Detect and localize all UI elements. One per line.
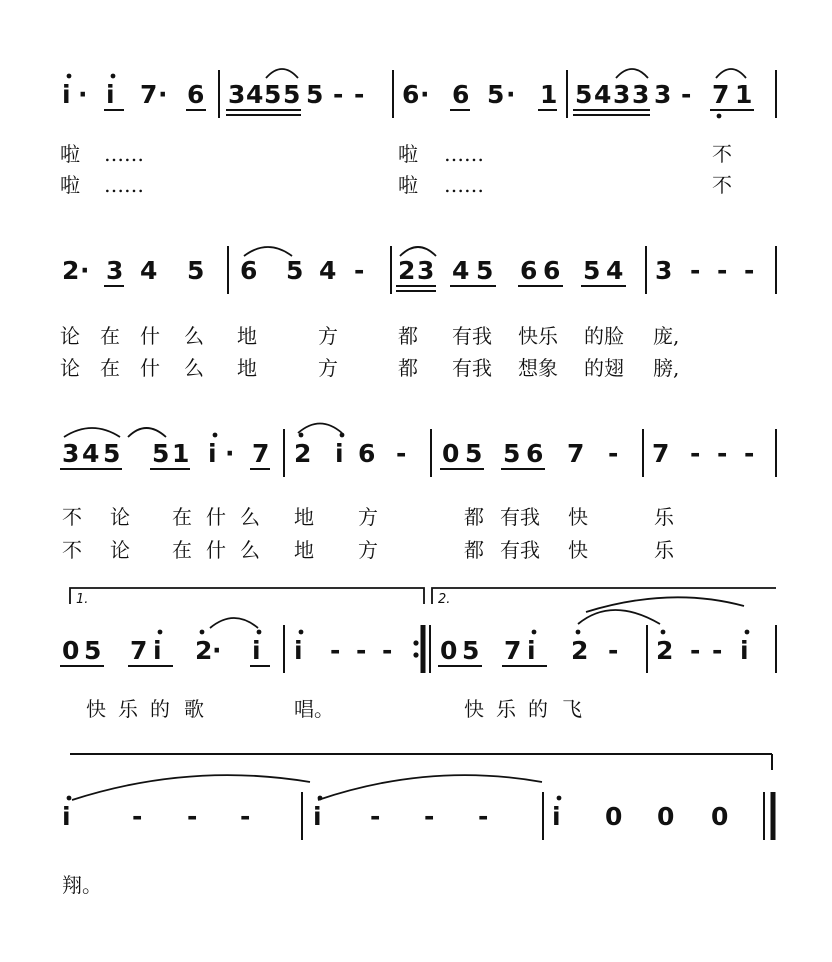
note: 7 — [652, 439, 670, 468]
lyric: 快 — [568, 538, 588, 562]
note: 6 — [543, 256, 561, 285]
score-line-2 — [60, 246, 776, 380]
dash: - — [712, 636, 723, 665]
lyric: 地 — [237, 356, 257, 380]
lyric: 啦 — [60, 173, 80, 197]
note: 5 — [487, 80, 505, 109]
note: i — [208, 439, 217, 468]
note: 0 — [442, 439, 460, 468]
lyric: …… — [104, 142, 144, 166]
note: 6 — [358, 439, 376, 468]
note: 5 — [503, 439, 521, 468]
note: 4 — [140, 256, 158, 285]
first-ending-bracket — [70, 588, 424, 604]
lyric: 论 — [60, 356, 80, 380]
lyric: 不 — [62, 505, 82, 529]
lyric: 方 — [318, 324, 338, 348]
note: 2 — [62, 256, 80, 285]
note: 1 — [735, 80, 753, 109]
second-ending-label: 2. — [438, 592, 451, 607]
lyric: 在 — [100, 356, 120, 380]
dash: - — [744, 439, 755, 468]
note: i — [252, 636, 261, 665]
note: 5 — [283, 80, 301, 109]
note: 4 — [82, 439, 100, 468]
lyric: 在 — [172, 505, 192, 529]
note: 6 — [526, 439, 544, 468]
lyric: 乐 — [496, 697, 516, 721]
lyric: 庞, — [653, 324, 680, 348]
lyric: …… — [444, 142, 484, 166]
repeat-dot — [413, 652, 418, 657]
note: 6 — [240, 256, 258, 285]
dash: - — [717, 256, 728, 285]
lyric: 快 — [464, 697, 484, 721]
lyric: 啦 — [398, 173, 418, 197]
dash: - — [333, 80, 344, 109]
lyric: 论 — [110, 538, 130, 562]
lyric: 想象 — [518, 356, 558, 380]
lyric: 都 — [464, 538, 484, 562]
note: 5 — [103, 439, 121, 468]
dash: - — [744, 256, 755, 285]
note: 5 — [264, 80, 282, 109]
lyric: 么 — [184, 324, 204, 348]
lyric: 都 — [398, 324, 418, 348]
note: 3 — [228, 80, 246, 109]
lyric: 的 — [150, 697, 170, 721]
note: 4 — [246, 80, 264, 109]
note: 6 — [187, 80, 205, 109]
note: 5 — [465, 439, 483, 468]
dash: - — [717, 439, 728, 468]
note: i — [527, 636, 536, 665]
dot-mark: · — [506, 80, 516, 109]
dash: - — [354, 256, 365, 285]
note: 5 — [286, 256, 304, 285]
lyric: 快 — [568, 505, 588, 529]
lyric: 唱。 — [294, 697, 334, 721]
note: 2 — [398, 256, 416, 285]
note: i — [313, 802, 322, 831]
note: 5 — [575, 80, 593, 109]
dash: - — [690, 439, 701, 468]
lyric: 地 — [294, 538, 314, 562]
note: 5 — [583, 256, 601, 285]
lyric: 都 — [398, 356, 418, 380]
score-line-4 — [60, 588, 776, 721]
lyric: 不 — [712, 142, 732, 166]
note: 5 — [84, 636, 102, 665]
note: 6 — [452, 80, 470, 109]
lyric: 有我 — [500, 505, 540, 529]
note: 4 — [594, 80, 612, 109]
note: 0 — [62, 636, 80, 665]
note: 5 — [306, 80, 324, 109]
note: 5 — [476, 256, 494, 285]
dash: - — [354, 80, 365, 109]
dot-mark: · — [158, 80, 168, 109]
note: 7 — [252, 439, 270, 468]
note: 0 — [711, 802, 729, 831]
lyric: 快 — [86, 697, 106, 721]
lyric: 什 — [140, 324, 160, 348]
note: 6 — [520, 256, 538, 285]
note: 7 — [712, 80, 730, 109]
dash: - — [330, 636, 341, 665]
lyric: 么 — [240, 538, 260, 562]
lyric: 方 — [358, 538, 378, 562]
note: 2 — [656, 636, 674, 665]
lyric: 的脸 — [584, 324, 624, 348]
lyric: 乐 — [118, 697, 138, 721]
lyric: 歌 — [184, 697, 204, 721]
note: i — [153, 636, 162, 665]
note: 3 — [613, 80, 631, 109]
note: 3 — [655, 256, 673, 285]
lyric: 地 — [294, 505, 314, 529]
lyric: 不 — [62, 538, 82, 562]
dash: - — [681, 80, 692, 109]
lyric: 论 — [110, 505, 130, 529]
note: i — [62, 802, 71, 831]
note: 6 — [402, 80, 420, 109]
lyric: 都 — [464, 505, 484, 529]
lyric: 么 — [240, 505, 260, 529]
lyric: 有我 — [452, 356, 492, 380]
lyric: 方 — [318, 356, 338, 380]
dash: - — [608, 636, 619, 665]
note: 0 — [657, 802, 675, 831]
repeat-dot — [413, 640, 418, 645]
note: 3 — [62, 439, 80, 468]
note: 7 — [567, 439, 585, 468]
note: 1 — [540, 80, 558, 109]
note: 2 — [571, 636, 589, 665]
lyric: 什 — [206, 538, 226, 562]
note: 2 — [195, 636, 213, 665]
note: 1 — [172, 439, 190, 468]
dash: - — [396, 439, 407, 468]
lyric: 啦 — [398, 142, 418, 166]
lyric: 方 — [358, 505, 378, 529]
dot-mark: · — [420, 80, 430, 109]
lyric: 在 — [172, 538, 192, 562]
note: 0 — [605, 802, 623, 831]
lyric: 在 — [100, 324, 120, 348]
note: 7 — [130, 636, 148, 665]
dot-mark: · — [80, 256, 90, 285]
lyric: 的 — [528, 697, 548, 721]
first-ending-label: 1. — [76, 592, 89, 607]
note: i — [740, 636, 749, 665]
dash: - — [240, 802, 251, 831]
lyric: 什 — [206, 505, 226, 529]
lyric: 膀, — [653, 356, 680, 380]
lyric: 快乐 — [518, 324, 558, 348]
dash: - — [356, 636, 367, 665]
dash: - — [690, 256, 701, 285]
lyric: 乐 — [654, 538, 674, 562]
dash: - — [132, 802, 143, 831]
lyric: 论 — [60, 324, 80, 348]
note: 4 — [319, 256, 337, 285]
dash: - — [187, 802, 198, 831]
score-line-5 — [62, 754, 773, 897]
note: i — [106, 80, 115, 109]
note: 7 — [140, 80, 158, 109]
note: 3 — [106, 256, 124, 285]
note: 3 — [417, 256, 435, 285]
lyric: 地 — [237, 324, 257, 348]
dash: - — [370, 802, 381, 831]
note: 5 — [152, 439, 170, 468]
lyric: 乐 — [654, 505, 674, 529]
lyric: 有我 — [500, 538, 540, 562]
note: 2 — [294, 439, 312, 468]
note: 0 — [440, 636, 458, 665]
lyric: 啦 — [60, 142, 80, 166]
lyric: 不 — [712, 173, 732, 197]
note: 5 — [462, 636, 480, 665]
note: 7 — [504, 636, 522, 665]
note: 3 — [654, 80, 672, 109]
dash: - — [424, 802, 435, 831]
note: 3 — [632, 80, 650, 109]
lyric: …… — [444, 173, 484, 197]
lyric: 飞 — [562, 697, 582, 721]
note: i — [62, 80, 71, 109]
dash: - — [608, 439, 619, 468]
lyric: 什 — [140, 356, 160, 380]
dot-mark: · — [212, 636, 222, 665]
note: i — [294, 636, 303, 665]
note: 5 — [187, 256, 205, 285]
dash: - — [690, 636, 701, 665]
score-line-1 — [60, 69, 776, 197]
dash: - — [382, 636, 393, 665]
note: i — [335, 439, 344, 468]
lyric: 的翅 — [584, 356, 624, 380]
lyric: …… — [104, 173, 144, 197]
dash: - — [478, 802, 489, 831]
note: 4 — [452, 256, 470, 285]
note: i — [552, 802, 561, 831]
note: 4 — [606, 256, 624, 285]
lyric: 么 — [184, 356, 204, 380]
dot-mark: · — [78, 80, 88, 109]
lyric: 有我 — [452, 324, 492, 348]
lyric: 翔。 — [62, 873, 102, 897]
score-line-3 — [60, 424, 776, 563]
dot-mark: · — [225, 439, 235, 468]
